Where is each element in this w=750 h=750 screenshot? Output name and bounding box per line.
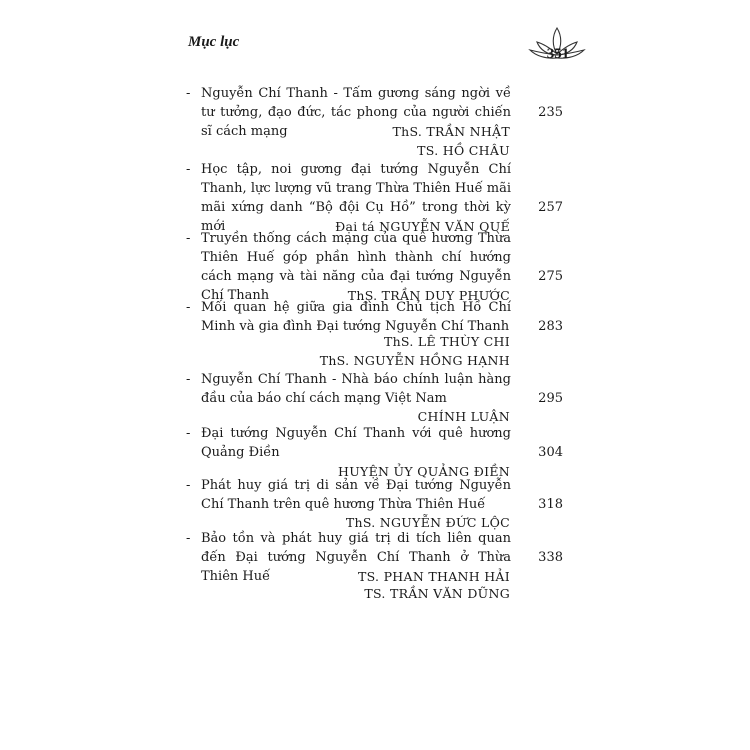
entry-page-number: 295 xyxy=(538,391,563,406)
entry-title[interactable]: Mối quan hệ giữa gia đình Chủ tịch Hồ Chí Minh và gia đình Đại tướng Nguyễn Chí Thanh xyxy=(201,300,511,334)
entry-page-number: 318 xyxy=(538,497,563,512)
entry-author: Đại tá NGUYỄN VĂN QUẾ xyxy=(335,219,510,234)
entry-bullet: - xyxy=(186,300,191,315)
entry-bullet: - xyxy=(186,86,191,101)
page-number: 351 xyxy=(546,46,570,62)
entry-page-number: 235 xyxy=(538,105,563,120)
entry-author: HUYỆN ỦY QUẢNG ĐIỀN xyxy=(338,464,510,479)
entry-page-number: 283 xyxy=(538,319,563,334)
entry-author: CHÍNH LUẬN xyxy=(417,409,510,424)
header-title: Mục lục xyxy=(188,34,240,50)
entry-author: ThS. NGUYỄN HỒNG HẠNH xyxy=(319,353,510,368)
entry-title[interactable]: Truyền thống cách mạng của quê hương Thừa Thiên Huế góp phần hình thành chí hướng cách mạng và tài năng của đại tướng Nguyễn Chí Thanh xyxy=(201,231,511,303)
entry-title[interactable]: Học tập, noi gương đại tướng Nguyễn Chí Thanh, lực lượng vũ trang Thừa Thiên Huế mãi mãi xứng danh “Bộ đội Cụ Hồ” trong thời kỳ mới xyxy=(201,162,511,234)
entry-title[interactable]: Phát huy giá trị di sản về Đại tướng Nguyễn Chí Thanh trên quê hương Thừa Thiên Huế xyxy=(201,478,511,512)
entry-author: ThS. TRẦN DUY PHƯỚC xyxy=(347,288,510,303)
entry-bullet: - xyxy=(186,231,191,246)
entry-bullet: - xyxy=(186,478,191,493)
entry-title[interactable]: Nguyễn Chí Thanh - Tấm gương sáng ngời về tư tưởng, đạo đức, tác phong của người chiến sĩ cách mạng xyxy=(201,86,511,139)
entry-bullet: - xyxy=(186,162,191,177)
entry-page-number: 304 xyxy=(538,445,563,460)
entry-author: ThS. NGUYỄN ĐỨC LỘC xyxy=(345,515,510,530)
entry-title[interactable]: Bảo tồn và phát huy giá trị di tích liên quan đến Đại tướng Nguyễn Chí Thanh ở Thừa Thiên Huế xyxy=(201,531,511,584)
entry-bullet: - xyxy=(186,426,191,441)
entry-author: TS. TRẦN VĂN DŨNG xyxy=(364,586,510,601)
entry-bullet: - xyxy=(186,372,191,387)
entry-page-number: 275 xyxy=(538,269,563,284)
entry-author: TS. PHAN THANH HẢI xyxy=(358,569,510,584)
entry-author: ThS. TRẦN NHẬT xyxy=(392,124,510,139)
entry-title[interactable]: Đại tướng Nguyễn Chí Thanh với quê hương Quảng Điền xyxy=(201,426,511,460)
entry-author: TS. HỒ CHÂU xyxy=(417,143,510,158)
entry-author: ThS. LÊ THÙY CHI xyxy=(383,334,510,349)
entry-title[interactable]: Nguyễn Chí Thanh - Nhà báo chính luận hàng đầu của báo chí cách mạng Việt Nam xyxy=(201,372,511,406)
entry-bullet: - xyxy=(186,531,191,546)
entry-page-number: 257 xyxy=(538,200,563,215)
entry-page-number: 338 xyxy=(538,550,563,565)
